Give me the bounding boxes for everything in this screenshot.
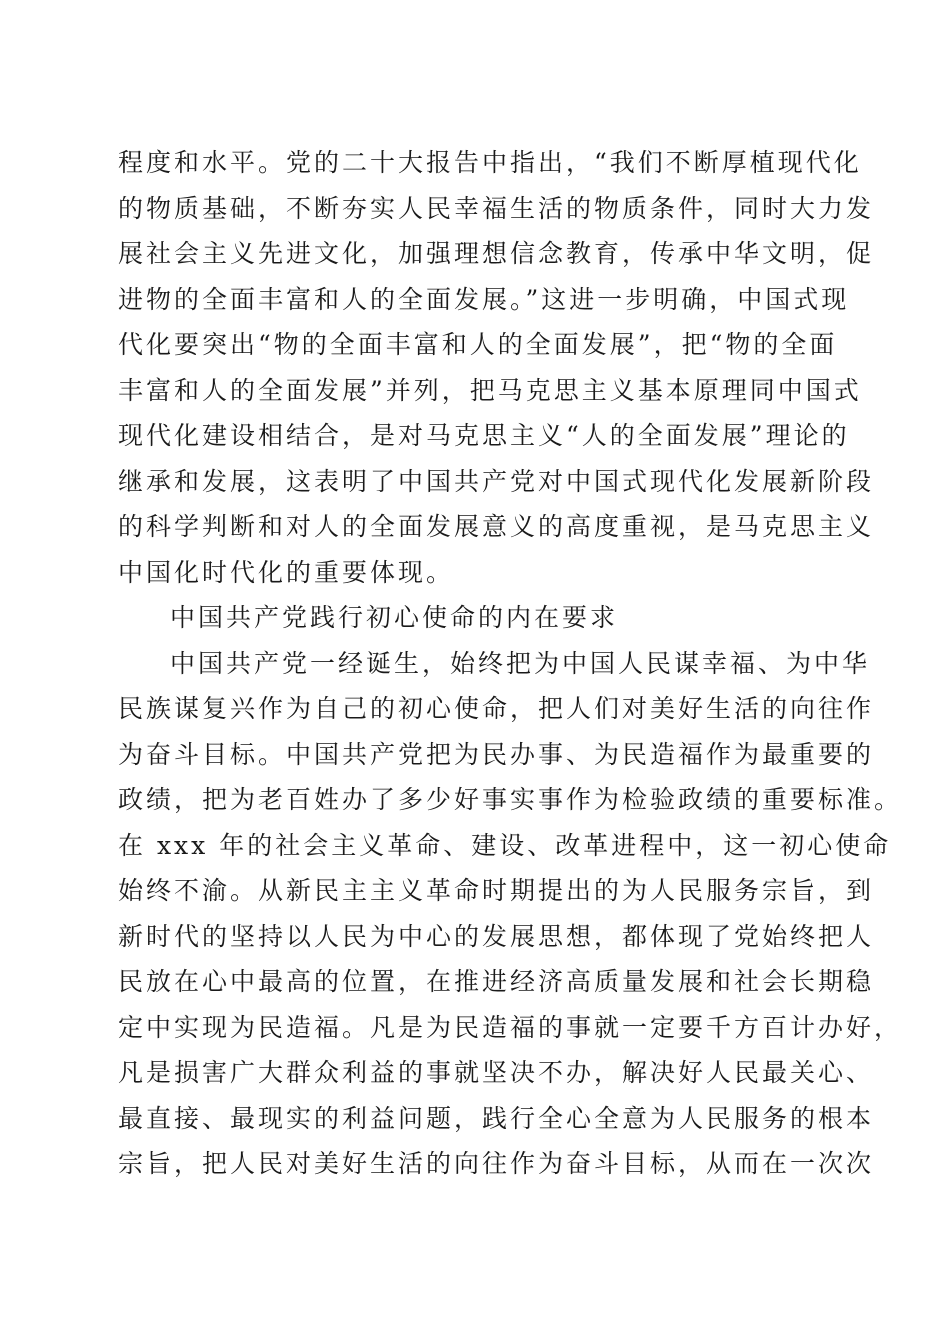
paragraph-line: 新时代的坚持以人民为中心的发展思想，都体现了党始终把人 [118, 921, 875, 951]
paragraph-line: 进物的全面丰富和人的全面发展。”这进一步明确，中国式现 [118, 284, 850, 314]
paragraph-line: 的物质基础，不断夯实人民幸福生活的物质条件，同时大力发 [118, 193, 875, 223]
paragraph-line: 现代化建设相结合，是对马克思主义“人的全面发展”理论的 [118, 421, 850, 450]
paragraph-line: 丰富和人的全面发展”并列，把马克思主义基本原理同中国式 [118, 375, 862, 405]
paragraph-line: 凡是损害广大群众利益的事就坚决不办，解决好人民最关心、 [118, 1058, 875, 1087]
paragraph-line: 程度和水平。党的二十大报告中指出，“我们不断厚植现代化 [118, 148, 862, 177]
paragraph-line: 为奋斗目标。中国共产党把为民办事、为民造福作为最重要的 [118, 739, 875, 769]
paragraph-line: 在 xxx 年的社会主义革命、建设、改革进程中，这一初心使命 [118, 830, 892, 860]
paragraph-line: 中国化时代化的重要体现。 [118, 557, 455, 587]
paragraph-line: 最直接、最现实的利益问题，践行全心全意为人民服务的根本 [118, 1103, 875, 1133]
paragraph-line: 定中实现为民造福。凡是为民造福的事就一定要千方百计办好， [118, 1012, 903, 1042]
paragraph-line: 民族谋复兴作为自己的初心使命，把人们对美好生活的向往作 [118, 694, 875, 723]
paragraph-line: 继承和发展，这表明了中国共产党对中国式现代化发展新阶段 [118, 466, 875, 496]
paragraph-line: 代化要突出“物的全面丰富和人的全面发展”，把“物的全面 [118, 330, 838, 359]
paragraph-line: 中国共产党一经诞生，始终把为中国人民谋幸福、为中华 [170, 648, 871, 678]
paragraph-line: 的科学判断和对人的全面发展意义的高度重视，是马克思主义 [118, 512, 875, 541]
document-body [118, 140, 903, 1187]
paragraph-line: 政绩，把为老百姓办了多少好事实事作为检验政绩的重要标准。 [118, 785, 903, 814]
paragraph-1 [118, 140, 875, 595]
paragraph-line: 民放在心中最高的位置，在推进经济高质量发展和社会长期稳 [118, 967, 875, 996]
paragraph-line: 宗旨，把人民对美好生活的向往作为奋斗目标，从而在一次次 [118, 1149, 875, 1178]
section-heading: 中国共产党践行初心使命的内在要求 [170, 603, 619, 632]
paragraph-2 [118, 641, 903, 1187]
paragraph-line: 展社会主义先进文化，加强理想信念教育，传承中华文明，促 [118, 239, 875, 268]
paragraph-line: 始终不渝。从新民主主义革命时期提出的为人民服务宗旨，到 [118, 876, 875, 905]
